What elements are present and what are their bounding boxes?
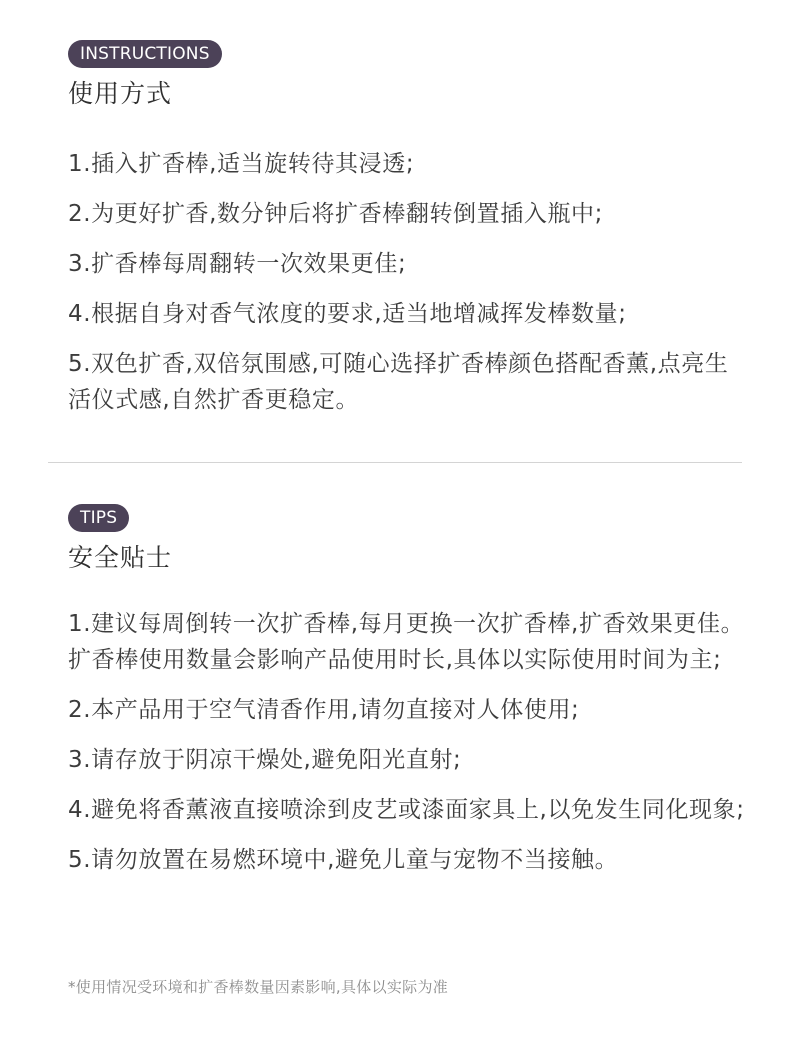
instructions-label-badge: INSTRUCTIONS <box>68 40 222 68</box>
footnote: *使用情况受环境和扩香棒数量因素影响,具体以实际为准 <box>68 978 449 996</box>
tips-label-badge: TIPS <box>68 504 129 532</box>
instructions-list <box>68 146 748 418</box>
section-divider <box>48 462 742 463</box>
instructions-title: 使用方式 <box>68 79 173 108</box>
instructions-section <box>68 40 748 432</box>
tips-title: 安全贴士 <box>68 543 173 572</box>
instructions-list-item: 3.扩香棒每周翻转一次效果更佳; <box>68 251 407 277</box>
tips-list-item: 3.请存放于阴凉干燥处,避免阳光直射; <box>68 747 462 773</box>
instructions-list-item: 4.根据自身对香气浓度的要求,适当地增减挥发棒数量; <box>68 301 627 327</box>
instructions-list-item: 2.为更好扩香,数分钟后将扩香棒翻转倒置插入瓶中; <box>68 201 604 227</box>
tips-section <box>68 504 748 892</box>
tips-list-item: 2.本产品用于空气清香作用,请勿直接对人体使用; <box>68 697 580 723</box>
tips-list-item: 4.避免将香薰液直接喷涂到皮艺或漆面家具上,以免发生同化现象; <box>68 797 745 823</box>
instructions-list-item: 5.双色扩香,双倍氛围感,可随心选择扩香棒颜色搭配香薰,点亮生活仪式感,自然扩香更稳定。 <box>68 351 729 413</box>
instructions-list-item: 1.插入扩香棒,适当旋转待其浸透; <box>68 151 415 177</box>
tips-list <box>68 606 748 878</box>
tips-list-item: 1.建议每周倒转一次扩香棒,每月更换一次扩香棒,扩香效果更佳。扩香棒使用数量会影响产品使用时长,具体以实际使用时间为主; <box>68 611 745 673</box>
tips-list-item: 5.请勿放置在易燃环境中,避免儿童与宠物不当接触。 <box>68 847 619 873</box>
